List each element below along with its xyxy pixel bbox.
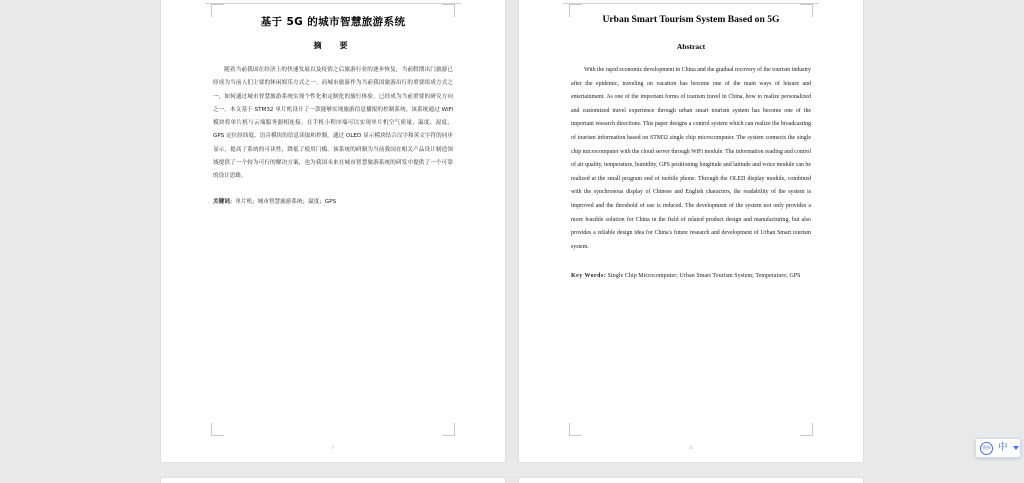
keywords-line bbox=[571, 270, 811, 284]
section-heading-abstract: Abstract bbox=[676, 42, 706, 51]
header-rule bbox=[563, 3, 819, 4]
abstract-paragraph: With the rapid economic development in China and the gradual recovery of the tourism industry after the epidemic, traveling on vacation has become one of the main ways of leisure and entertainment. As one of the important forms of tourism travel in China, how to realize personalized and customized travel experience through urban smart tourism system has become one of the important research directions. This paper designs a control system which can realize the broadcasting of tourism information based on STM32 single chip microcomputer. The system connects the single chip microcomputer with the cloud server through WiFi module. The information reading and control of air quality, temperature, humidity, GPS positioning longitude and latitude and voice module can be realized at the small program end of mobile phone. Through the OLED display module, combined with the synchronous display of Chinese and English characters, the readability of the system is improved and the threshold of use is reduced. The development of the system not only provides a more feasible solution for China in the field of related product design and manufacturing, but also provides a reliable design idea for China's future research and development of Urban Smart tourism system. bbox=[571, 67, 811, 250]
page-row-next bbox=[0, 478, 1024, 483]
page-title: Urban Smart Tourism System Based on 5G bbox=[602, 14, 780, 25]
crop-mark-bottom-left bbox=[569, 423, 582, 436]
crop-mark-bottom-left bbox=[211, 423, 224, 436]
document-page-next-left[interactable] bbox=[161, 478, 505, 483]
header-rule bbox=[205, 3, 461, 4]
keywords-value: Single Chip Microcomputer; Urban Smart Tourism System; Temperature; GPS bbox=[607, 273, 801, 280]
page-body bbox=[213, 14, 453, 208]
page-number: II bbox=[689, 445, 693, 451]
chevron-down-icon[interactable] bbox=[1013, 446, 1019, 450]
page-title: 基于 5G 的城市智慧旅游系统 bbox=[260, 16, 406, 28]
ime-language-mode-button[interactable]: 中 bbox=[998, 442, 1008, 454]
crop-mark-bottom-right bbox=[800, 423, 813, 436]
page-number: I bbox=[332, 445, 334, 451]
crop-mark-bottom-right bbox=[442, 423, 455, 436]
running-header bbox=[161, 0, 505, 1]
ime-toolbar[interactable] bbox=[975, 438, 1021, 458]
abstract-paragraph: 随着当前我国在经济上的快速发展以及疫情之后旅游行业的逐步恢复，当前假期出门旅游已经成为当前人们主要的休闲娱乐方式之一。而城市旅游作为当前我国旅游出行的重要组成方式之一，如何通过城市智慧旅游系统实现个性化和定制化的旅行体验，已经成为当前重要的研究方向之一。本文基于 STM32 单片机设计了一款能够实现旅游信息播报的控制系统。该系统通过 WiFi 模块将单片机与云端服务器相连接。在手机小程序端可以实现单片机空气质量、温度、湿度、GPS 定位经纬度、语音模块的信息读取和控制。通过 OLED 显示模块结合汉字和英文字符的同步显示，提高了系统的可读性，降低了使用门槛。该系统的研制为当前我国在相关产品设计制造领域提供了一个较为可行的解决方案，也为我国未来在城市智慧旅游系统的研发中提供了一个可靠的设计思路。 bbox=[213, 67, 453, 180]
keywords-label: Key Words: bbox=[571, 273, 607, 280]
keywords-value: 单片机；城市智慧旅游系统；温度；GPS bbox=[235, 198, 337, 205]
section-heading-abstract: 摘 要 bbox=[313, 41, 353, 50]
running-header bbox=[519, 0, 863, 1]
document-page-next-right[interactable] bbox=[519, 478, 863, 483]
keywords-line bbox=[213, 197, 453, 208]
document-page-english-abstract[interactable] bbox=[519, 0, 863, 462]
keywords-label: 关键词： bbox=[213, 198, 236, 205]
ime-logo-icon: 搜狗 bbox=[980, 442, 993, 455]
document-page-chinese-abstract[interactable] bbox=[161, 0, 505, 462]
page-body bbox=[571, 14, 811, 284]
